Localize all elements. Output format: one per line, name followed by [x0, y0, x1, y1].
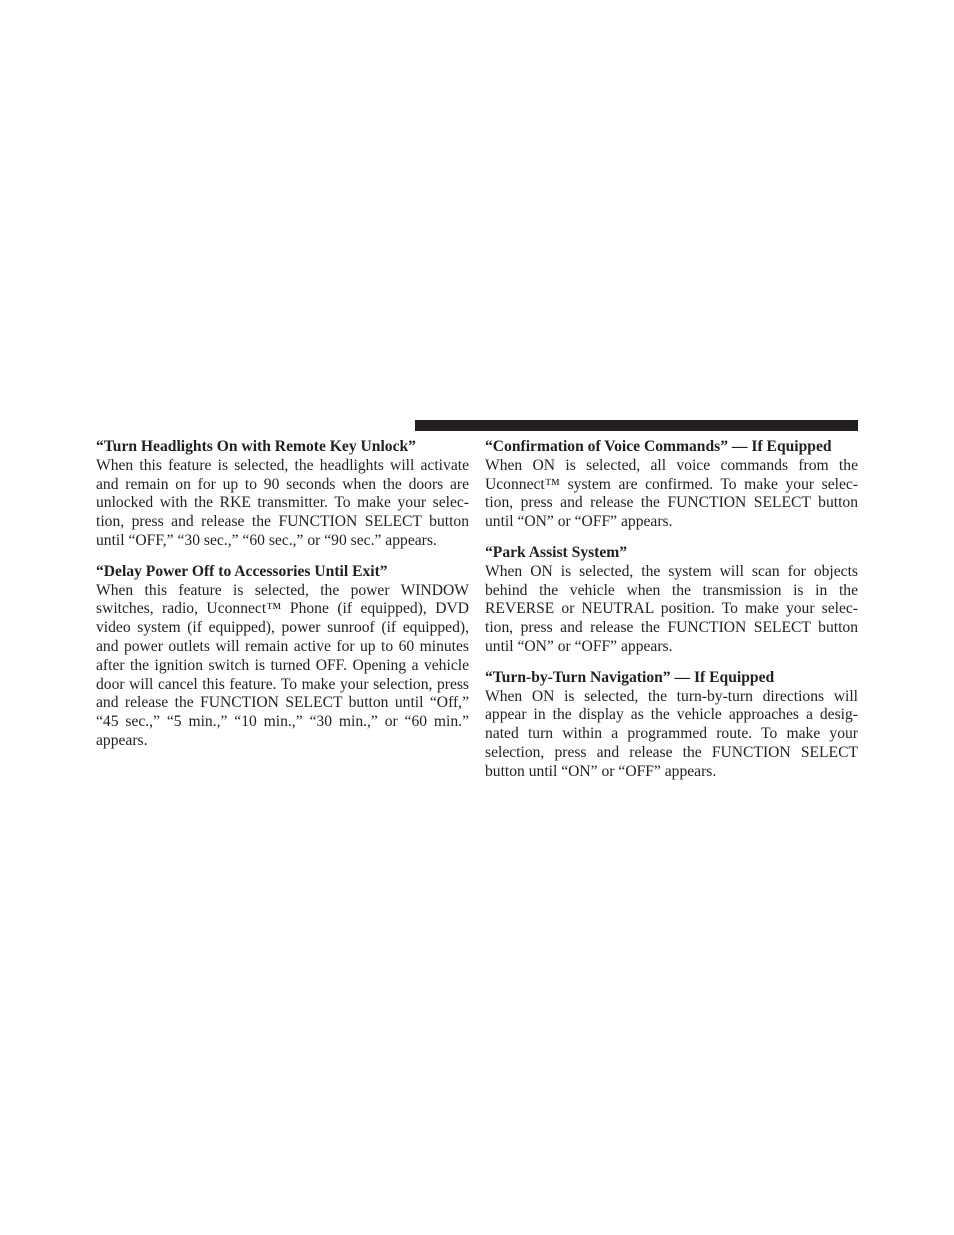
section-turn-by-turn-navigation: [485, 669, 858, 782]
left-column: [96, 438, 469, 763]
section-body: When ON is selected, the system will scan for objects behind the vehicle when the transmission is in the REVERSE or NEUTRAL position. To make your selec-tion, press and release the FUNCTION SELECT button until “ON” or “OFF” appears.: [485, 562, 858, 655]
section-body: When ON is selected, the turn-by-turn directions will appear in the display as the vehicle approaches a desig-nated turn within a programmed route. To make your selection, press and release the FUNCTION SELECT button until “ON” or “OFF” appears.: [485, 687, 858, 780]
section-headlights-remote-unlock: [96, 438, 469, 551]
section-body: When this feature is selected, the power WINDOW switches, radio, Uconnect™ Phone (if equipped), DVD video system (if equipped), power sunroof (if equipped), and power outlets will remain active for up to 60 minutes after the ignition switch is turned OFF. Opening a vehicle door will cancel this feature. To make your selection, press and release the FUNCTION SELECT button until “Off,” “45 sec.,” “5 min.,” “10 min.,” “30 min.,” or “60 min.” appears.: [96, 581, 469, 749]
section-heading: “Confirmation of Voice Commands” — If Equipped: [485, 438, 832, 455]
section-heading: “Turn-by-Turn Navigation” — If Equipped: [485, 668, 775, 686]
section-park-assist: [485, 544, 858, 657]
section-voice-command-confirmation: [485, 438, 858, 532]
section-heading: “Turn Headlights On with Remote Key Unlock”: [96, 438, 416, 455]
section-heading: “Park Assist System”: [485, 543, 628, 561]
right-column: [485, 438, 858, 794]
section-heading: “Delay Power Off to Accessories Until Exit”: [96, 562, 388, 580]
section-body: When this feature is selected, the headlights will activate and remain on for up to 90 seconds when the doors are unlocked with the RKE transmitter. To make your selec-tion, press and release the FUNCTION SELECT button until “OFF,” “30 sec.,” “60 sec.,” or “90 sec.” appears.: [96, 456, 469, 549]
section-header-bar: [415, 420, 858, 431]
section-delay-power-off: [96, 563, 469, 751]
section-body: When ON is selected, all voice commands from the Uconnect™ system are confirmed. To make your selec-tion, press and release the FUNCTION SELECT button until “ON” or “OFF” appears.: [485, 456, 858, 531]
